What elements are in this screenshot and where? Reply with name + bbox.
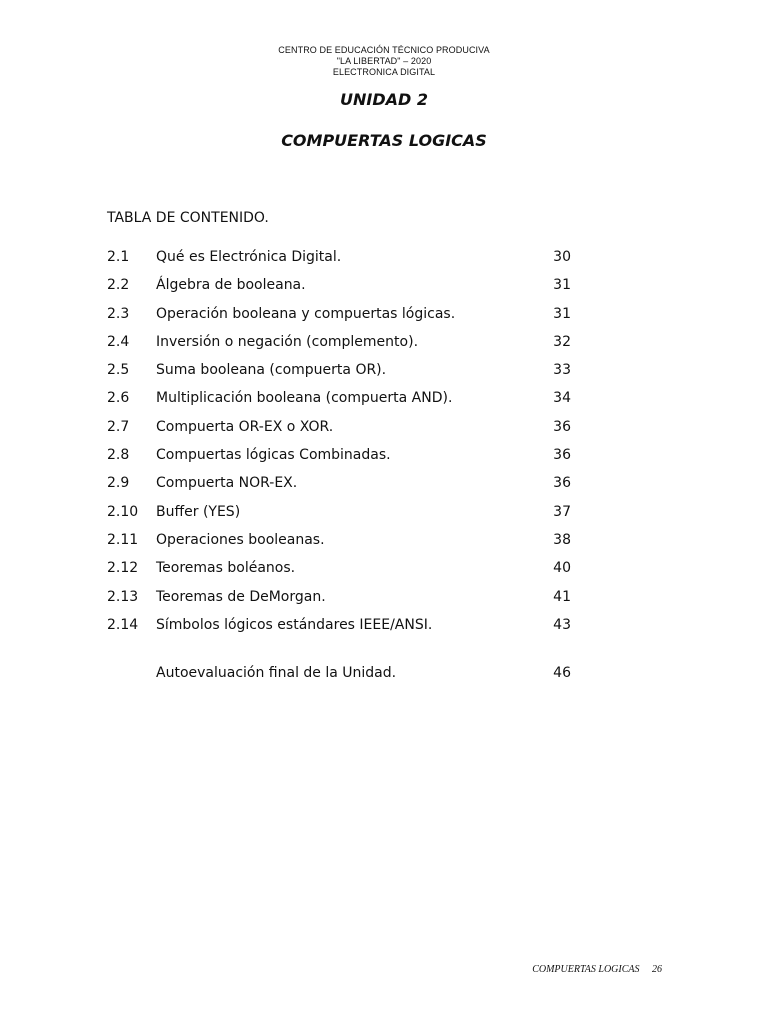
- toc-entry: [107, 473, 587, 501]
- toc-entry-number: 2.10: [107, 503, 139, 520]
- toc-entry-number: 2.4: [107, 333, 130, 350]
- toc-final-page: 46: [553, 665, 571, 681]
- toc-entry-page: 32: [553, 333, 571, 350]
- toc-entry-page: 41: [553, 588, 571, 605]
- toc-entry-page: 43: [553, 616, 571, 633]
- toc-entry-text: Teoremas boléanos.: [156, 560, 296, 577]
- toc-entry-text: Buffer (YES): [156, 503, 241, 520]
- toc-entry-page: 36: [553, 447, 571, 464]
- toc-entry: [107, 587, 587, 615]
- toc-entry-text: Operaciones booleanas.: [156, 531, 325, 548]
- table-of-contents: [107, 247, 587, 643]
- toc-entry-text: Suma booleana (compuerta OR).: [156, 362, 387, 379]
- footer-page-number: 26: [652, 964, 662, 975]
- toc-entry-text: Multiplicación booleana (compuerta AND).: [156, 390, 453, 407]
- page-footer: [0, 964, 662, 975]
- toc-entry: [107, 615, 587, 643]
- toc-entry: [107, 360, 587, 388]
- toc-entry-number: 2.1: [107, 249, 130, 265]
- toc-entry: [107, 417, 587, 445]
- toc-entry-text: Teoremas de DeMorgan.: [156, 588, 326, 605]
- toc-entry-text: Compuerta OR-EX o XOR.: [156, 418, 334, 435]
- toc-entry-page: 34: [553, 390, 571, 407]
- toc-entry-page: 36: [553, 418, 571, 435]
- toc-entry-text: Inversión o negación (complemento).: [156, 333, 419, 350]
- toc-entry: [107, 332, 587, 360]
- toc-entry-number: 2.3: [107, 305, 130, 322]
- toc-entry-page: 31: [553, 277, 571, 294]
- toc-entry-number: 2.6: [107, 390, 130, 407]
- toc-entry-page: 38: [553, 531, 571, 548]
- toc-entry: [107, 502, 587, 530]
- toc-entry-page: 33: [553, 362, 571, 379]
- toc-entry-page: 31: [553, 305, 571, 322]
- toc-entry: [107, 388, 587, 416]
- toc-entry: [107, 275, 587, 303]
- header-location-year: "LA LIBERTAD" – 2020: [336, 56, 432, 66]
- toc-final-entry: [107, 663, 587, 685]
- toc-entry: [107, 304, 587, 332]
- toc-entry-number: 2.8: [107, 447, 130, 464]
- toc-entry-text: Compuertas lógicas Combinadas.: [156, 447, 391, 464]
- toc-entry-page: 40: [553, 560, 571, 577]
- header-course: ELECTRONICA DIGITAL: [332, 67, 436, 77]
- document-title: COMPUERTAS LOGICAS: [281, 131, 487, 150]
- toc-entry-text: Compuerta NOR-EX.: [156, 475, 298, 492]
- document-header: [0, 45, 768, 78]
- toc-entry-number: 2.13: [107, 588, 139, 605]
- toc-heading: TABLA DE CONTENIDO.: [107, 210, 269, 226]
- toc-entry-number: 2.7: [107, 418, 130, 435]
- toc-entry-number: 2.5: [107, 362, 130, 379]
- toc-entry-number: 2.14: [107, 616, 139, 633]
- toc-entry: [107, 445, 587, 473]
- toc-entry-page: 36: [553, 475, 571, 492]
- header-institution: CENTRO DE EDUCACIÓN TÉCNICO PRODUCIVA: [278, 45, 490, 55]
- toc-final-text: Autoevaluación final de la Unidad.: [156, 665, 397, 681]
- toc-entry-number: 2.11: [107, 531, 139, 548]
- toc-entry-page: 30: [553, 249, 571, 265]
- toc-entry: [107, 558, 587, 586]
- toc-entry: [107, 247, 587, 275]
- toc-entry-number: 2.2: [107, 277, 130, 294]
- footer-title: COMPUERTAS LOGICAS: [532, 964, 640, 975]
- toc-entry-text: Qué es Electrónica Digital.: [156, 249, 342, 265]
- toc-entry-text: Operación booleana y compuertas lógicas.: [156, 305, 456, 322]
- toc-entry-text: Álgebra de booleana.: [156, 277, 306, 294]
- toc-entry-number: 2.9: [107, 475, 130, 492]
- toc-entry-page: 37: [553, 503, 571, 520]
- unit-title: UNIDAD 2: [340, 90, 428, 109]
- toc-entry-number: 2.12: [107, 560, 139, 577]
- toc-entry: [107, 530, 587, 558]
- toc-entry-text: Símbolos lógicos estándares IEEE/ANSI.: [156, 616, 433, 633]
